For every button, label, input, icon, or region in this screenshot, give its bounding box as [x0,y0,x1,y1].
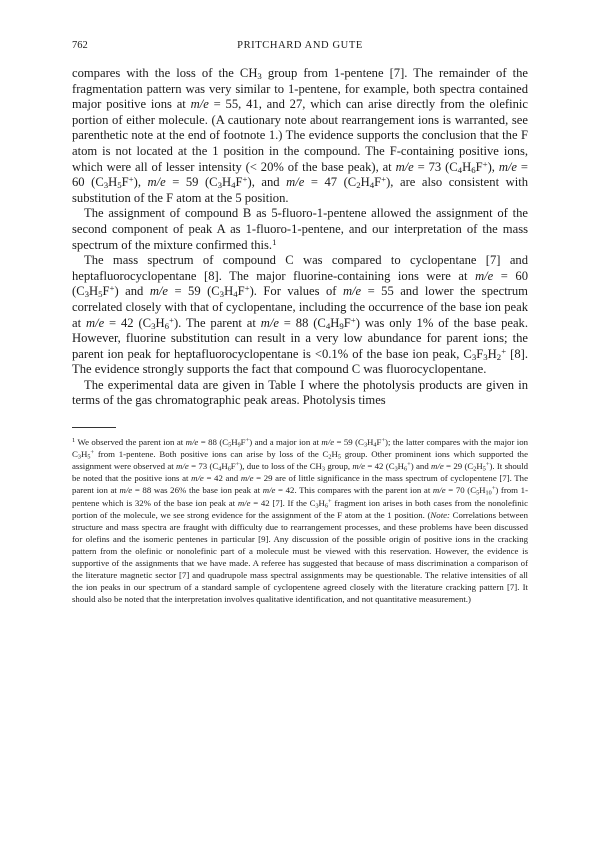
page-header [72,40,528,66]
journal-page [72,40,528,605]
paragraph-continuation: compares with the loss of the $CH_3$ group from 1-pentene [7]. The remainder of the fragmentation pattern was very similar to 1-pentene, for example, both spectra contained major positive ions at m/e = 55, 41, and 27, which can arise directly from the olefinic portion of either molecule. (A cautionary note about rearrangement ions is warranted, see parenthetic note at the end of footnote 1.) The evidence supports the conclusion that the F atom is not located at the 1 position in the compound. The F-containing positive ions, which were all of lesser intensity (< 20% of the base peak), at m/e = 73 $(C_4H_6F^+)$, m/e = 60 $(C_3H_5F^+)$, m/e = 59 $(C_3H_4F^+)$, and m/e = 47 $(C_2H_4F^+)$, are also consistent with substitution of the F atom at the 5 position. [72,66,528,205]
footnote-1: $^1$ We observed the parent ion at m/e = 88 $(C_5H_9F^+)$ and a major ion at m/e = 59 $(C_3H_4F^+)$; the latter compares with the major ion $C_3H_5^+$ from 1-pentene. Both positive ions can arise by loss of the $C_2H_5$ group. Other prominent ions which supported the assignment were observed at m/e = 73 $(C_4H_6F^+)$, due to loss of the $CH_3$ group, m/e = 42 $(C_3H_6^+)$ and m/e = 29 $(C_2H_5^+)$. It should be noted that the positive ions at m/e = 42 and m/e = 29 are of little significance in the mass spectrum of cyclopentene [7]. The parent ion at m/e = 88 was 26% the base ion peak at m/e = 42. This compares with the parent ion at m/e = 70 $(C_5H_{10}^+)$ from 1-pentene which is 32% of the base ion peak at m/e = 42 [7]. If the $C_3H_6^+$ fragment ion arises in both cases from the nonolefinic portion of the molecule, we see strong evidence for the assignment of the F atom at the 1 position. (Note: Correlations between structure and mass spectra are fraught with difficulty due to rearrangement processes, and these problems have been discussed for olefins and the isomeric pentenes in particular [9]. Any discussion of the possible origin of positive ions in the cracking pattern from the olefinic or nonolefinic part of a molecule must be viewed with this reservation. However, the evidence is supportive of the assignments that we have made. A referee has suggested that because of mass discrimination a comparison of the literature magnetic sector [7] and quadrupole mass spectral assignments may be questionable. The relative intensities of all the ion peaks in our spectrum of a standard sample of cyclopentene agreed closely with the literature cracking pattern [7]. It should also be noted that the interpretation involves qualitative identification, and not quantitative measurement.) [72,437,529,605]
paragraph-compound-c: The mass spectrum of compound C was compared to cyclopentane [7] and heptafluorocyclopentane [8]. The major fluorine-containing ions were at m/e = 60 $(C_3H_5F^+)$ and m/e = 59 $(C_3H_4F^+)$. For values of m/e = 55 and lower the spectrum correlated closely with that of cyclopentane, including the occurrence of the base ion peak at m/e = 42 $(C_3H_6^+)$. The parent at m/e = 88 $(C_4H_9F^+)$ was only 1% of the base peak. However, fluorine substitution can result in a very low abundance for parent ions; the parent ion peak for heptafluorocyclopentane is <0.1% of the base ion peak, $C_3F_3H_2^+$ [8]. The evidence strongly supports the fact that compound C was fluorocyclopentane. [72,253,529,377]
footnote-rule [72,427,116,428]
footnote [72,436,528,605]
paragraph-experimental: The experimental data are given in Table I where the photolysis products are given in terms of the gas chromatographic peak areas. Photolysis times [72,377,528,408]
paragraph-assignment-b: The assignment of compound B as 5-fluoro-1-pentene allowed the assignment of the second component of peak A as 1-fluoro-1-pentene, and our interpretation of the mass spectrum of the mixture confirmed this.$^1$ [72,206,528,252]
body-text [72,66,528,409]
page-number: 762 [72,40,88,51]
running-head: PRITCHARD AND GUTE [237,40,363,51]
